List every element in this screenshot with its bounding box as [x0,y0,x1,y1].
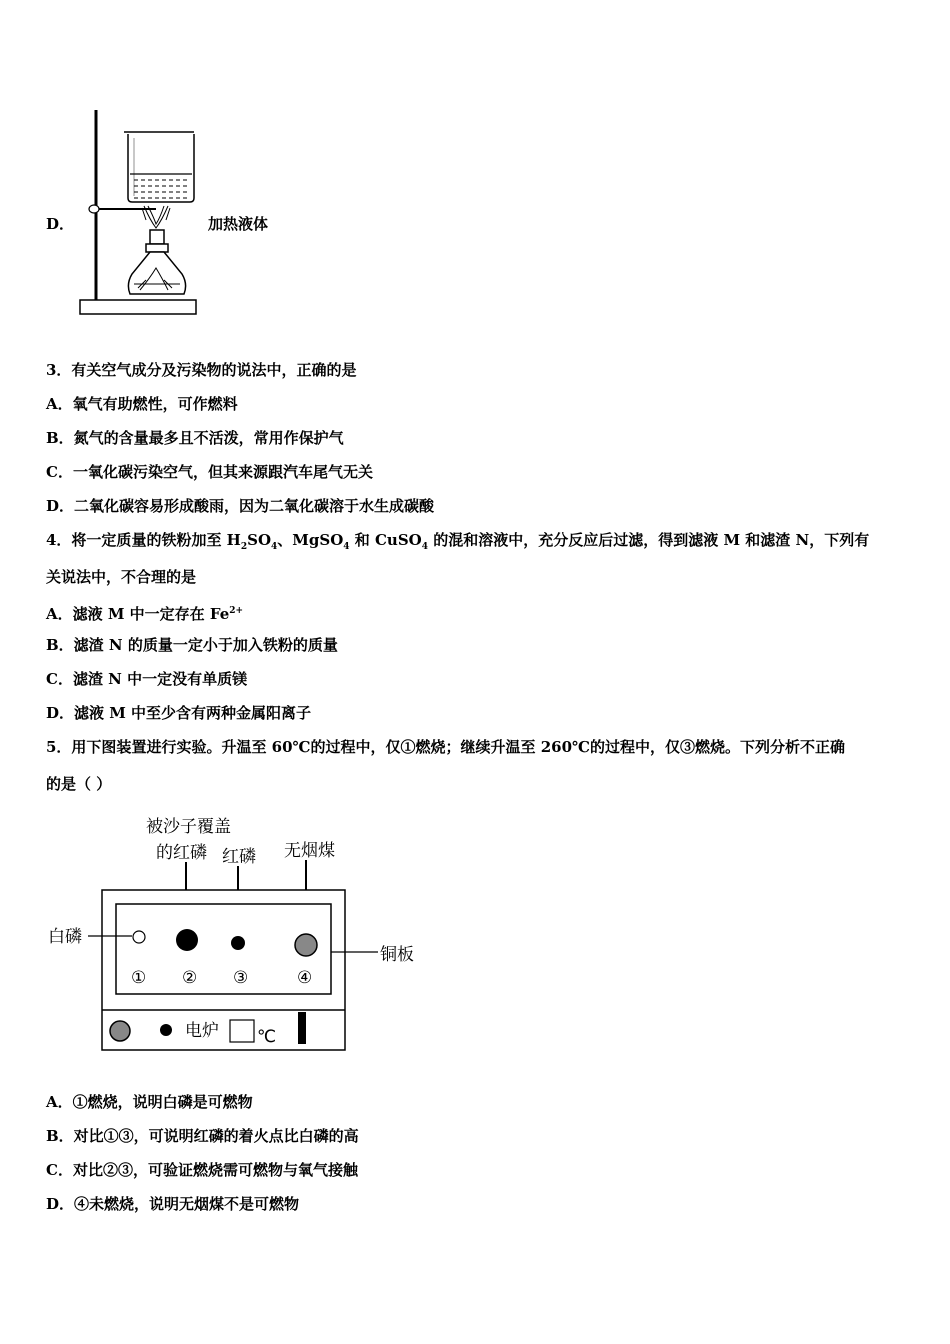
q4-stem-mg: 、MgSO [277,531,344,549]
q5-option-d: D．④未燃烧，说明无烟煤不是可燃物 [46,1195,300,1213]
q4-sub-so4: 4 [271,542,278,552]
q5-option-a: A．①燃烧，说明白磷是可燃物 [46,1093,253,1111]
label-sand-covered-line2: 的红磷 [156,843,207,863]
heating-apparatus-figure [76,108,204,320]
q2-option-d-label: D． [46,215,75,233]
q4-option-a [46,601,243,624]
q2-option-d-caption: 加热液体 [208,215,269,233]
stove-knob-icon [110,1021,130,1041]
q4-option-d: D．滤液 M 中至少含有两种金属阳离子 [46,704,312,722]
red-phosphorus-sample [231,936,245,950]
q4-stem-cu: 和 CuSO [349,531,422,549]
combustion-experiment-diagram [40,806,440,1056]
white-phosphorus-sample [133,931,145,943]
label-red-phosphorus: 红磷 [222,847,256,867]
q4-stem-prefix: 4．将一定质量的铁粉加至 H [46,531,241,549]
q4-stem-suffix: 的混和溶液中，充分反应后过滤，得到滤液 M 和滤渣 N，下列有 [428,531,870,549]
q4-option-b: B．滤渣 N 的质量一定小于加入铁粉的质量 [46,636,338,654]
q4-option-a-charge: 2+ [229,606,244,616]
q3-stem: 3．有关空气成分及污染物的说法中，正确的是 [46,361,357,379]
q5-stem-line2: 的是（ ） [46,775,112,793]
q4-sub-h2: 2 [240,542,248,552]
q3-option-d: D．二氧化碳容易形成酸雨，因为二氧化碳溶于水生成碳酸 [46,497,435,515]
q4-option-a-text: A．滤液 M 中一定存在 Fe [46,605,230,623]
anthracite-sample [295,934,317,956]
q4-sub-mgso4: 4 [343,542,350,552]
q4-option-c: C．滤渣 N 中一定没有单质镁 [46,670,248,688]
q4-sub-cuso4: 4 [421,542,429,552]
q3-option-b: B．氮气的含量最多且不活泼，常用作保护气 [46,429,344,447]
q5-stem-line1: 5．用下图装置进行实验。升温至 60℃的过程中，仅①燃烧；继续升温至 260℃的过程中，仅③燃烧。下列分析不正确 [46,738,846,756]
sample-number-3: ③ [233,968,249,988]
stove-indicator-icon [160,1024,172,1036]
label-sand-covered-line1: 被沙子覆盖 [146,817,231,837]
q4-stem-line2: 关说法中，不合理的是 [46,568,197,586]
q4-stem [46,530,869,557]
label-copper-plate: 铜板 [380,945,414,965]
stove-switch [298,1012,306,1044]
sample-number-2: ② [182,968,198,988]
temperature-display [230,1020,254,1042]
q5-option-b: B．对比①③，可说明红磷的着火点比白磷的高 [46,1127,359,1145]
sand-covered-red-phosphorus-sample [176,929,198,951]
label-electric-stove: 电炉 [185,1021,219,1041]
q4-stem-so: SO [247,531,272,549]
q3-option-a: A．氧气有助燃性，可作燃料 [46,395,238,413]
label-celsius: ℃ [257,1027,277,1047]
q5-option-c: C．对比②③，可验证燃烧需可燃物与氧气接触 [46,1161,358,1179]
label-white-phosphorus: 白磷 [48,927,82,947]
label-anthracite: 无烟煤 [284,841,335,861]
q3-option-c: C．一氧化碳污染空气，但其来源跟汽车尾气无关 [46,463,373,481]
sample-number-4: ④ [297,968,313,988]
sample-number-1: ① [131,968,147,988]
